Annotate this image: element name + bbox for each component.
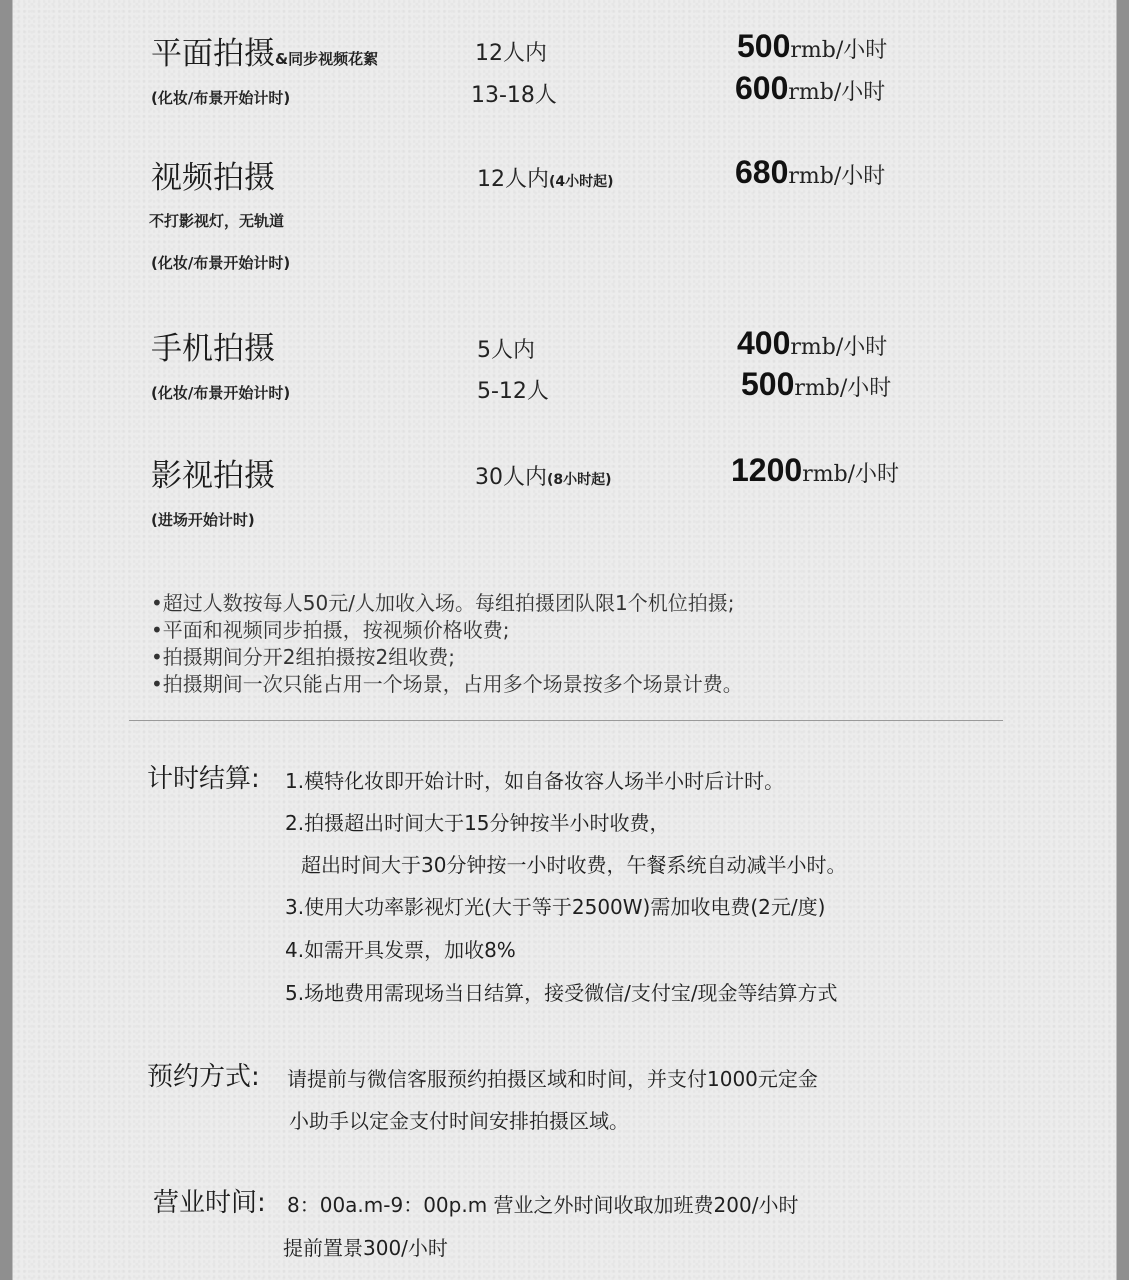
service-name: 手机拍摄 — [151, 331, 275, 367]
billing-item: 5.场地费用需现场当日结算，接受微信/支付宝/现金等结算方式 — [285, 981, 838, 1005]
rule-item: •拍摄期间分开2组拍摄按2组收费; — [151, 645, 455, 669]
hours-title: 营业时间: — [153, 1188, 266, 1218]
price-unit: rmb/小时 — [802, 462, 900, 487]
service-extra: &同步视频花絮 — [275, 50, 379, 68]
price-value: 680 — [735, 154, 789, 190]
rule-item: •拍摄期间一次只能占用一个场景，占用多个场景按多个场景计费。 — [151, 672, 743, 696]
service-note: (进场开始计时) — [151, 511, 255, 529]
price — [737, 325, 887, 362]
price — [735, 70, 885, 107]
price — [741, 366, 891, 403]
billing-item: 1.模特化妆即开始计时，如自备妆容人场半小时后计时。 — [285, 769, 785, 793]
rules-list — [151, 590, 743, 698]
size-note: (8小时起) — [547, 472, 612, 488]
price-value: 600 — [735, 70, 789, 106]
price-value: 400 — [737, 325, 791, 361]
billing-item: 3.使用大功率影视灯光(大于等于2500W)需加收电费(2元/度) — [285, 895, 826, 919]
billing-item: 4.如需开具发票，加收8% — [285, 938, 516, 962]
billing-item: 2.拍摄超出时间大于15分钟按半小时收费， — [285, 811, 670, 835]
price-unit: rmb/小时 — [790, 335, 888, 360]
rule-item: •超过人数按每人50元/人加收入场。每组拍摄团队限1个机位拍摄; — [151, 591, 735, 615]
price-value: 500 — [741, 366, 795, 402]
service-note: (化妆/布景开始计时) — [151, 89, 291, 107]
hours-line: 8：00a.m-9：00p.m 营业之外时间收取加班费200/小时 — [287, 1193, 799, 1217]
service-note: (化妆/布景开始计时) — [151, 384, 291, 402]
hours-line: 提前置景300/小时 — [283, 1236, 448, 1260]
divider — [129, 720, 1003, 721]
service-name: 视频拍摄 — [151, 160, 275, 196]
service-note: (化妆/布景开始计时) — [151, 254, 291, 272]
group-size: 12人内(4小时起) — [477, 167, 614, 192]
booking-line: 小助手以定金支付时间安排拍摄区域。 — [289, 1109, 629, 1133]
group-size: 5-12人 — [477, 379, 549, 404]
billing-item: 超出时间大于30分钟按一小时收费，午餐系统自动减半小时。 — [301, 853, 847, 877]
price — [735, 154, 885, 191]
price-value: 500 — [737, 28, 791, 64]
price-unit: rmb/小时 — [788, 80, 886, 105]
price-sheet — [12, 0, 1117, 1280]
group-size: 30人内(8小时起) — [475, 465, 612, 490]
booking-title: 预约方式: — [147, 1062, 260, 1092]
price-value: 1200 — [731, 452, 803, 488]
group-size: 13-18人 — [471, 83, 557, 108]
booking-line: 请提前与微信客服预约拍摄区域和时间，并支付1000元定金 — [287, 1067, 818, 1091]
price — [731, 452, 899, 489]
price — [737, 28, 887, 65]
group-size: 12人内 — [475, 41, 547, 66]
price-unit: rmb/小时 — [790, 38, 888, 63]
size-note: (4小时起) — [549, 174, 614, 190]
service-note: 不打影视灯，无轨道 — [149, 212, 285, 230]
billing-title: 计时结算: — [147, 764, 260, 794]
rule-item: •平面和视频同步拍摄，按视频价格收费; — [151, 618, 510, 642]
price-unit: rmb/小时 — [794, 376, 892, 401]
price-unit: rmb/小时 — [788, 164, 886, 189]
group-size: 5人内 — [477, 338, 535, 363]
service-name: 平面拍摄&同步视频花絮 — [151, 36, 379, 72]
service-name: 影视拍摄 — [151, 458, 275, 494]
